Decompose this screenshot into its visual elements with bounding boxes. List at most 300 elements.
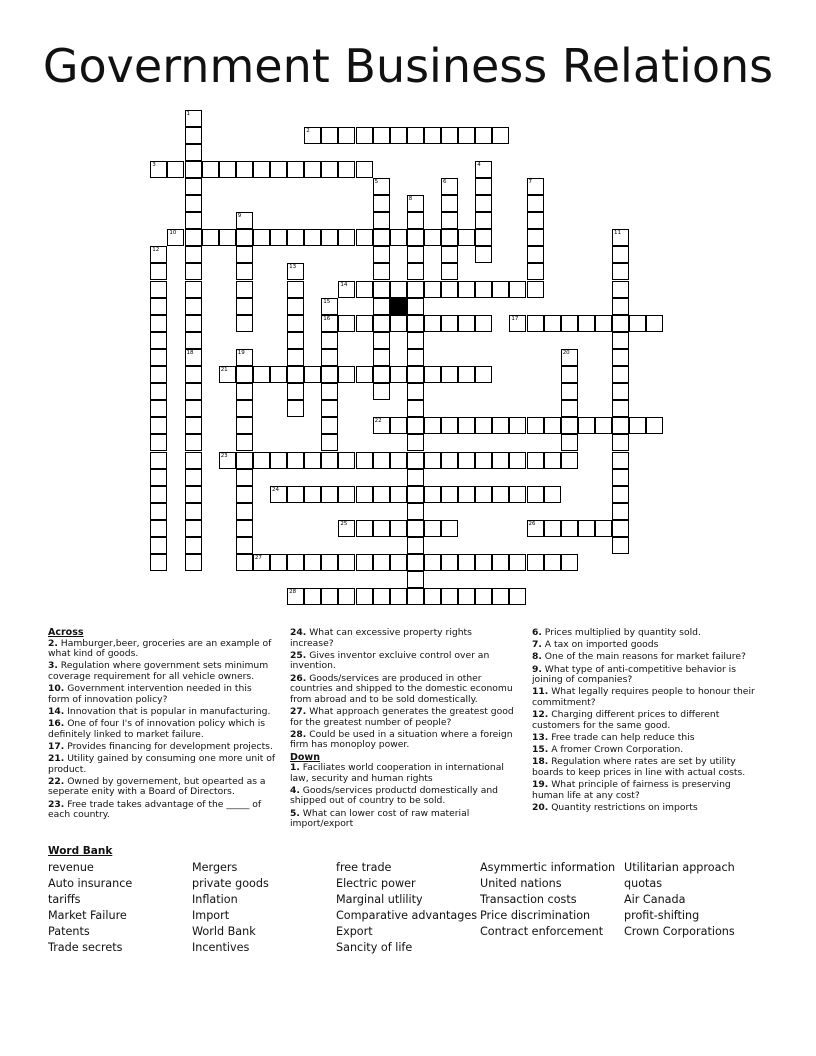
grid-cell[interactable] [390, 486, 407, 503]
grid-cell[interactable] [338, 127, 355, 144]
grid-cell[interactable] [424, 281, 441, 298]
grid-cell[interactable] [475, 195, 492, 212]
grid-cell[interactable] [185, 383, 202, 400]
grid-cell[interactable] [321, 383, 338, 400]
grid-cell[interactable] [270, 366, 287, 383]
grid-cell[interactable] [373, 246, 390, 263]
grid-cell[interactable] [321, 161, 338, 178]
grid-cell[interactable] [356, 554, 373, 571]
grid-cell[interactable] [185, 127, 202, 144]
grid-cell[interactable] [150, 263, 167, 280]
grid-cell[interactable] [202, 161, 219, 178]
grid-cell[interactable] [338, 588, 355, 605]
grid-cell[interactable] [407, 366, 424, 383]
grid-cell[interactable] [270, 229, 287, 246]
grid-cell[interactable] [304, 452, 321, 469]
grid-cell[interactable] [612, 315, 629, 332]
grid-cell[interactable] [287, 554, 304, 571]
grid-cell[interactable] [407, 588, 424, 605]
grid-cell[interactable] [219, 452, 236, 469]
grid-cell[interactable] [236, 417, 253, 434]
grid-cell[interactable] [527, 229, 544, 246]
grid-cell[interactable] [390, 452, 407, 469]
grid-cell[interactable] [424, 452, 441, 469]
grid-cell[interactable] [390, 588, 407, 605]
grid-cell[interactable] [373, 229, 390, 246]
grid-cell[interactable] [612, 366, 629, 383]
grid-cell[interactable] [185, 246, 202, 263]
grid-cell[interactable] [441, 452, 458, 469]
grid-cell[interactable] [373, 452, 390, 469]
grid-cell[interactable] [407, 417, 424, 434]
grid-cell[interactable] [321, 298, 338, 315]
grid-cell[interactable] [373, 127, 390, 144]
grid-cell[interactable] [544, 554, 561, 571]
grid-cell[interactable] [407, 315, 424, 332]
grid-cell[interactable] [441, 417, 458, 434]
grid-cell[interactable] [270, 161, 287, 178]
grid-cell[interactable] [390, 417, 407, 434]
grid-cell[interactable] [373, 349, 390, 366]
grid-cell[interactable] [373, 486, 390, 503]
grid-cell[interactable] [185, 366, 202, 383]
grid-cell[interactable] [390, 229, 407, 246]
grid-cell[interactable] [150, 332, 167, 349]
grid-cell[interactable] [356, 520, 373, 537]
grid-cell[interactable] [612, 520, 629, 537]
grid-cell[interactable] [612, 383, 629, 400]
grid-cell[interactable] [527, 486, 544, 503]
grid-cell[interactable] [373, 281, 390, 298]
grid-cell[interactable] [185, 554, 202, 571]
grid-cell[interactable] [185, 349, 202, 366]
grid-cell[interactable] [356, 281, 373, 298]
grid-cell[interactable] [150, 537, 167, 554]
grid-cell[interactable] [612, 281, 629, 298]
grid-cell[interactable] [304, 486, 321, 503]
grid-cell[interactable] [407, 263, 424, 280]
grid-cell[interactable] [527, 554, 544, 571]
grid-cell[interactable] [475, 212, 492, 229]
grid-cell[interactable] [458, 486, 475, 503]
grid-cell[interactable] [612, 263, 629, 280]
grid-cell[interactable] [304, 229, 321, 246]
grid-cell[interactable] [338, 486, 355, 503]
grid-cell[interactable] [407, 127, 424, 144]
grid-cell[interactable] [424, 486, 441, 503]
grid-cell[interactable] [509, 554, 526, 571]
grid-cell[interactable] [509, 486, 526, 503]
grid-cell[interactable] [373, 520, 390, 537]
grid-cell[interactable] [219, 366, 236, 383]
grid-cell[interactable] [321, 332, 338, 349]
grid-cell[interactable] [646, 417, 663, 434]
grid-cell[interactable] [287, 298, 304, 315]
grid-cell[interactable] [373, 263, 390, 280]
grid-cell[interactable] [373, 212, 390, 229]
grid-cell[interactable] [561, 520, 578, 537]
grid-cell[interactable] [612, 434, 629, 451]
grid-cell[interactable] [612, 486, 629, 503]
grid-cell[interactable] [270, 554, 287, 571]
grid-cell[interactable] [236, 554, 253, 571]
grid-cell[interactable] [304, 366, 321, 383]
grid-cell[interactable] [441, 127, 458, 144]
grid-cell[interactable] [150, 366, 167, 383]
grid-cell[interactable] [150, 298, 167, 315]
grid-cell[interactable] [185, 503, 202, 520]
grid-cell[interactable] [629, 315, 646, 332]
grid-cell[interactable] [544, 452, 561, 469]
grid-cell[interactable] [304, 127, 321, 144]
grid-cell[interactable] [612, 417, 629, 434]
grid-cell[interactable] [236, 246, 253, 263]
grid-cell[interactable] [236, 434, 253, 451]
grid-cell[interactable] [407, 195, 424, 212]
grid-cell[interactable] [253, 229, 270, 246]
grid-cell[interactable] [150, 503, 167, 520]
grid-cell[interactable] [287, 452, 304, 469]
grid-cell[interactable] [475, 417, 492, 434]
grid-cell[interactable] [356, 588, 373, 605]
grid-cell[interactable] [441, 520, 458, 537]
grid-cell[interactable] [407, 246, 424, 263]
grid-cell[interactable] [287, 315, 304, 332]
grid-cell[interactable] [253, 161, 270, 178]
grid-cell[interactable] [527, 195, 544, 212]
grid-cell[interactable] [544, 486, 561, 503]
grid-cell[interactable] [287, 400, 304, 417]
grid-cell[interactable] [527, 520, 544, 537]
grid-cell[interactable] [253, 554, 270, 571]
grid-cell[interactable] [338, 315, 355, 332]
grid-cell[interactable] [287, 588, 304, 605]
grid-cell[interactable] [561, 349, 578, 366]
grid-cell[interactable] [185, 298, 202, 315]
grid-cell[interactable] [321, 229, 338, 246]
grid-cell[interactable] [150, 417, 167, 434]
grid-cell[interactable] [561, 366, 578, 383]
grid-cell[interactable] [527, 263, 544, 280]
grid-cell[interactable] [185, 144, 202, 161]
grid-cell[interactable] [373, 588, 390, 605]
grid-cell[interactable] [458, 452, 475, 469]
grid-cell[interactable] [612, 452, 629, 469]
grid-cell[interactable] [424, 554, 441, 571]
grid-cell[interactable] [287, 161, 304, 178]
grid-cell[interactable] [185, 229, 202, 246]
grid-cell[interactable] [373, 366, 390, 383]
grid-cell[interactable] [236, 486, 253, 503]
grid-cell[interactable] [321, 417, 338, 434]
grid-cell[interactable] [236, 452, 253, 469]
grid-cell[interactable] [441, 212, 458, 229]
grid-cell[interactable] [270, 452, 287, 469]
grid-cell[interactable] [356, 315, 373, 332]
grid-cell[interactable] [185, 486, 202, 503]
grid-cell[interactable] [185, 434, 202, 451]
grid-cell[interactable] [475, 246, 492, 263]
grid-cell[interactable] [561, 554, 578, 571]
grid-cell[interactable] [373, 554, 390, 571]
grid-cell[interactable] [373, 178, 390, 195]
grid-cell[interactable] [475, 281, 492, 298]
grid-cell[interactable] [338, 229, 355, 246]
grid-cell[interactable] [407, 434, 424, 451]
grid-cell[interactable] [150, 486, 167, 503]
grid-cell[interactable] [150, 452, 167, 469]
grid-cell[interactable] [185, 400, 202, 417]
grid-cell[interactable] [629, 417, 646, 434]
grid-cell[interactable] [373, 417, 390, 434]
grid-cell[interactable] [287, 281, 304, 298]
grid-cell[interactable] [338, 366, 355, 383]
grid-cell[interactable] [338, 281, 355, 298]
grid-cell[interactable] [492, 452, 509, 469]
grid-cell[interactable] [185, 281, 202, 298]
grid-cell[interactable] [338, 161, 355, 178]
grid-cell[interactable] [338, 452, 355, 469]
grid-cell[interactable] [321, 127, 338, 144]
grid-cell[interactable] [424, 127, 441, 144]
grid-cell[interactable] [458, 127, 475, 144]
grid-cell[interactable] [475, 486, 492, 503]
grid-cell[interactable] [390, 554, 407, 571]
grid-cell[interactable] [458, 315, 475, 332]
grid-cell[interactable] [646, 315, 663, 332]
grid-cell[interactable] [612, 229, 629, 246]
grid-cell[interactable] [612, 537, 629, 554]
grid-cell[interactable] [150, 554, 167, 571]
grid-cell[interactable] [475, 178, 492, 195]
grid-cell[interactable] [441, 195, 458, 212]
grid-cell[interactable] [441, 366, 458, 383]
grid-cell[interactable] [407, 503, 424, 520]
grid-cell[interactable] [441, 281, 458, 298]
grid-cell[interactable] [527, 452, 544, 469]
grid-cell[interactable] [321, 554, 338, 571]
grid-cell[interactable] [321, 366, 338, 383]
grid-cell[interactable] [321, 486, 338, 503]
grid-cell[interactable] [561, 434, 578, 451]
grid-cell[interactable] [236, 366, 253, 383]
grid-cell[interactable] [527, 246, 544, 263]
grid-cell[interactable] [441, 229, 458, 246]
grid-cell[interactable] [407, 520, 424, 537]
grid-cell[interactable] [356, 229, 373, 246]
grid-cell[interactable] [287, 383, 304, 400]
grid-cell[interactable] [475, 588, 492, 605]
grid-cell[interactable] [475, 452, 492, 469]
grid-cell[interactable] [578, 520, 595, 537]
grid-cell[interactable] [561, 383, 578, 400]
grid-cell[interactable] [185, 417, 202, 434]
grid-cell[interactable] [475, 315, 492, 332]
grid-cell[interactable] [287, 366, 304, 383]
grid-cell[interactable] [612, 503, 629, 520]
grid-cell[interactable] [390, 520, 407, 537]
grid-cell[interactable] [407, 469, 424, 486]
grid-cell[interactable] [407, 400, 424, 417]
grid-cell[interactable] [185, 161, 202, 178]
grid-cell[interactable] [356, 452, 373, 469]
grid-cell[interactable] [441, 588, 458, 605]
grid-cell[interactable] [236, 263, 253, 280]
grid-cell[interactable] [612, 246, 629, 263]
grid-cell[interactable] [236, 537, 253, 554]
grid-cell[interactable] [287, 332, 304, 349]
grid-cell[interactable] [287, 229, 304, 246]
grid-cell[interactable] [321, 434, 338, 451]
grid-cell[interactable] [270, 486, 287, 503]
grid-cell[interactable] [527, 281, 544, 298]
grid-cell[interactable] [321, 349, 338, 366]
grid-cell[interactable] [185, 195, 202, 212]
grid-cell[interactable] [185, 178, 202, 195]
grid-cell[interactable] [321, 588, 338, 605]
grid-cell[interactable] [441, 263, 458, 280]
grid-cell[interactable] [475, 127, 492, 144]
grid-cell[interactable] [287, 349, 304, 366]
grid-cell[interactable] [150, 281, 167, 298]
grid-cell[interactable] [390, 366, 407, 383]
grid-cell[interactable] [373, 315, 390, 332]
grid-cell[interactable] [390, 315, 407, 332]
grid-cell[interactable] [509, 281, 526, 298]
grid-cell[interactable] [561, 400, 578, 417]
grid-cell[interactable] [544, 315, 561, 332]
grid-cell[interactable] [458, 588, 475, 605]
grid-cell[interactable] [185, 332, 202, 349]
grid-cell[interactable] [253, 452, 270, 469]
grid-cell[interactable] [492, 486, 509, 503]
grid-cell[interactable] [407, 298, 424, 315]
grid-cell[interactable] [287, 263, 304, 280]
grid-cell[interactable] [236, 400, 253, 417]
grid-cell[interactable] [527, 417, 544, 434]
grid-cell[interactable] [185, 537, 202, 554]
grid-cell[interactable] [612, 298, 629, 315]
grid-cell[interactable] [561, 452, 578, 469]
grid-cell[interactable] [527, 178, 544, 195]
grid-cell[interactable] [167, 229, 184, 246]
grid-cell[interactable] [185, 452, 202, 469]
grid-cell[interactable] [202, 229, 219, 246]
grid-cell[interactable] [612, 349, 629, 366]
grid-cell[interactable] [441, 315, 458, 332]
grid-cell[interactable] [407, 349, 424, 366]
grid-cell[interactable] [287, 486, 304, 503]
grid-cell[interactable] [595, 417, 612, 434]
grid-cell[interactable] [612, 332, 629, 349]
grid-cell[interactable] [150, 400, 167, 417]
grid-cell[interactable] [390, 127, 407, 144]
grid-cell[interactable] [185, 263, 202, 280]
grid-cell[interactable] [458, 229, 475, 246]
grid-cell[interactable] [407, 332, 424, 349]
grid-cell[interactable] [407, 229, 424, 246]
grid-cell[interactable] [475, 161, 492, 178]
grid-cell[interactable] [338, 554, 355, 571]
grid-cell[interactable] [185, 520, 202, 537]
grid-cell[interactable] [373, 298, 390, 315]
grid-cell[interactable] [424, 588, 441, 605]
grid-cell[interactable] [407, 383, 424, 400]
grid-cell[interactable] [578, 315, 595, 332]
grid-cell[interactable] [321, 315, 338, 332]
grid-cell[interactable] [236, 281, 253, 298]
grid-cell[interactable] [236, 503, 253, 520]
grid-cell[interactable] [407, 486, 424, 503]
grid-cell[interactable] [407, 281, 424, 298]
grid-cell[interactable] [407, 537, 424, 554]
grid-cell[interactable] [492, 588, 509, 605]
grid-cell[interactable] [150, 315, 167, 332]
grid-cell[interactable] [236, 315, 253, 332]
grid-cell[interactable] [304, 588, 321, 605]
grid-cell[interactable] [236, 229, 253, 246]
grid-cell[interactable] [424, 520, 441, 537]
grid-cell[interactable] [407, 452, 424, 469]
grid-cell[interactable] [544, 417, 561, 434]
grid-cell[interactable] [595, 315, 612, 332]
grid-cell[interactable] [407, 554, 424, 571]
grid-cell[interactable] [321, 452, 338, 469]
grid-cell[interactable] [236, 383, 253, 400]
grid-cell[interactable] [236, 349, 253, 366]
grid-cell[interactable] [458, 281, 475, 298]
grid-cell[interactable] [338, 520, 355, 537]
grid-cell[interactable] [150, 349, 167, 366]
grid-cell[interactable] [475, 554, 492, 571]
grid-cell[interactable] [509, 452, 526, 469]
grid-cell[interactable] [475, 366, 492, 383]
grid-cell[interactable] [185, 110, 202, 127]
grid-cell[interactable] [373, 383, 390, 400]
grid-cell[interactable] [390, 281, 407, 298]
grid-cell[interactable] [236, 520, 253, 537]
grid-cell[interactable] [356, 486, 373, 503]
grid-cell[interactable] [253, 366, 270, 383]
grid-cell[interactable] [356, 161, 373, 178]
grid-cell[interactable] [441, 178, 458, 195]
grid-cell[interactable] [492, 417, 509, 434]
grid-cell[interactable] [150, 383, 167, 400]
grid-cell[interactable] [475, 229, 492, 246]
grid-cell[interactable] [561, 315, 578, 332]
grid-cell[interactable] [236, 298, 253, 315]
grid-cell[interactable] [441, 486, 458, 503]
grid-cell[interactable] [612, 469, 629, 486]
grid-cell[interactable] [441, 554, 458, 571]
grid-cell[interactable] [150, 161, 167, 178]
grid-cell[interactable] [150, 469, 167, 486]
grid-cell[interactable] [509, 588, 526, 605]
grid-cell[interactable] [185, 315, 202, 332]
grid-cell[interactable] [441, 246, 458, 263]
grid-cell[interactable] [527, 315, 544, 332]
grid-cell[interactable] [185, 469, 202, 486]
grid-cell[interactable] [150, 520, 167, 537]
grid-cell[interactable] [373, 332, 390, 349]
grid-cell[interactable] [527, 212, 544, 229]
grid-cell[interactable] [407, 571, 424, 588]
grid-cell[interactable] [509, 315, 526, 332]
grid-cell[interactable] [304, 554, 321, 571]
grid-cell[interactable] [492, 554, 509, 571]
grid-cell[interactable] [424, 366, 441, 383]
grid-cell[interactable] [578, 417, 595, 434]
